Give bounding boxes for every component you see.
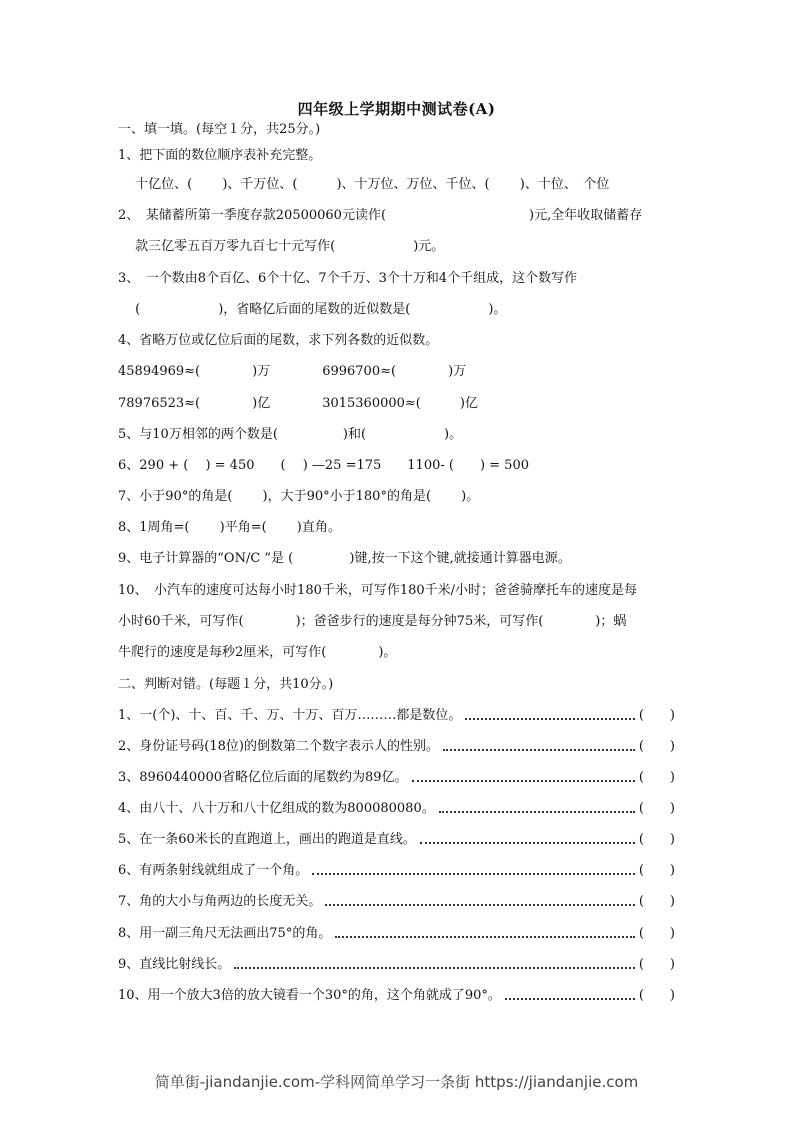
leader-dots bbox=[465, 718, 634, 720]
statement: 9、直线比射线长。 bbox=[118, 957, 231, 972]
question-line: 2、 某储蓄所第一季度存款20500060元读作( )元,全年收取储蓄存 bbox=[118, 208, 643, 223]
true-false-item bbox=[118, 956, 675, 974]
question-line: 款三亿零五百万零九百七十元写作( )元。 bbox=[118, 239, 445, 254]
statement: 2、身份证号码(18位)的倒数第二个数字表示人的性别。 bbox=[118, 739, 439, 754]
answer-paren: ( ) bbox=[638, 832, 675, 847]
leader-dots bbox=[335, 936, 635, 938]
question-line: 小时60千米，可写作( )；爸爸步行的速度是每分钟75米，可写作( )；蜗 bbox=[118, 614, 627, 629]
true-false-item bbox=[118, 769, 675, 787]
statement: 3、8960440000省略亿位后面的尾数约为89亿。 bbox=[118, 770, 408, 785]
question-line: 3、 一个数由8个百亿、6个十亿、7个千万、3个十万和4个千组成，这个数写作 bbox=[118, 271, 578, 286]
leader-dots bbox=[439, 811, 635, 813]
answer-paren: ( ) bbox=[638, 739, 675, 754]
answer-paren: ( ) bbox=[638, 770, 675, 785]
question-line: 十亿位、( )、千万位、( )、十万位、万位、千位、( )、十位、 个位 bbox=[118, 177, 610, 192]
true-false-item bbox=[118, 800, 675, 818]
answer-paren: ( ) bbox=[638, 926, 675, 941]
true-false-item bbox=[118, 738, 675, 756]
true-false-item bbox=[118, 862, 675, 880]
answer-paren: ( ) bbox=[638, 957, 675, 972]
statement: 8、用一副三角尺无法画出75°的角。 bbox=[118, 926, 332, 941]
question-line: 5、与10万相邻的两个数是( )和( )。 bbox=[118, 427, 463, 442]
answer-paren: ( ) bbox=[638, 863, 675, 878]
true-false-item bbox=[118, 893, 675, 911]
answer-paren: ( ) bbox=[638, 708, 675, 723]
question-line: 4、省略万位或亿位后面的尾数，求下列各数的近似数。 bbox=[118, 333, 439, 348]
question-line: 78976523≈( )亿 3015360000≈( )亿 bbox=[118, 396, 478, 411]
statement: 6、有两条射线就组成了一个角。 bbox=[118, 863, 309, 878]
statement: 10、用一个放大3倍的放大镜看一个30°的角，这个角就成了90°。 bbox=[118, 988, 501, 1003]
question-line: 45894969≈( )万 6996700≈( )万 bbox=[118, 364, 467, 379]
answer-paren: ( ) bbox=[638, 894, 675, 909]
true-false-item bbox=[118, 925, 675, 943]
question-line: 7、小于90°的角是( )，大于90°小于180°的角是( )。 bbox=[118, 489, 480, 504]
question-line: 1、把下面的数位顺序表补充完整。 bbox=[118, 148, 322, 163]
true-false-item bbox=[118, 707, 675, 725]
question-line: 6、290 + ( ) = 450 ( ) —25 =175 1100- ( ) = 500 bbox=[118, 458, 529, 473]
question-line: 9、电子计算器的“ON/C ”是 ( )键,按一下这个键,就接通计算器电源。 bbox=[118, 551, 571, 566]
leader-dots bbox=[443, 749, 635, 751]
footer-watermark: 简单街-jiandanjie.com-学科网简单学习一条街 https://jiandanjie.com bbox=[154, 1073, 639, 1091]
statement: 1、一(个)、十、百、千、万、十万、百万………都是数位。 bbox=[118, 708, 462, 723]
question-line: ( )，省略亿后面的尾数的近似数是( )。 bbox=[118, 302, 507, 317]
leader-dots bbox=[234, 967, 635, 969]
leader-dots bbox=[325, 904, 635, 906]
statement: 5、在一条60米长的直跑道上，画出的跑道是直线。 bbox=[118, 832, 416, 847]
section-2-heading: 二、判断对错。(每题１分，共10分。) bbox=[118, 677, 334, 692]
section-1-heading: 一、填一填。(每空１分，共25分。) bbox=[118, 122, 321, 137]
true-false-item bbox=[118, 987, 675, 1005]
question-line: 牛爬行的速度是每秒2厘米，可写作( )。 bbox=[118, 645, 397, 660]
question-line: 8、1周角=( )平角=( )直角。 bbox=[118, 520, 341, 535]
true-false-item bbox=[118, 831, 675, 849]
answer-paren: ( ) bbox=[638, 988, 675, 1003]
answer-paren: ( ) bbox=[638, 801, 675, 816]
page-title: 四年级上学期期中测试卷(A) bbox=[297, 100, 496, 118]
question-line: 10、 小汽车的速度可达每小时180千米，可写作180千米/小时；爸爸骑摩托车的速度是每 bbox=[118, 583, 638, 598]
leader-dots bbox=[505, 998, 635, 1000]
statement: 7、角的大小与角两边的长度无关。 bbox=[118, 894, 322, 909]
leader-dots bbox=[420, 842, 635, 844]
statement: 4、由八十、八十万和八十亿组成的数为800080080。 bbox=[118, 801, 435, 816]
leader-dots bbox=[312, 873, 635, 875]
leader-dots bbox=[412, 780, 635, 782]
